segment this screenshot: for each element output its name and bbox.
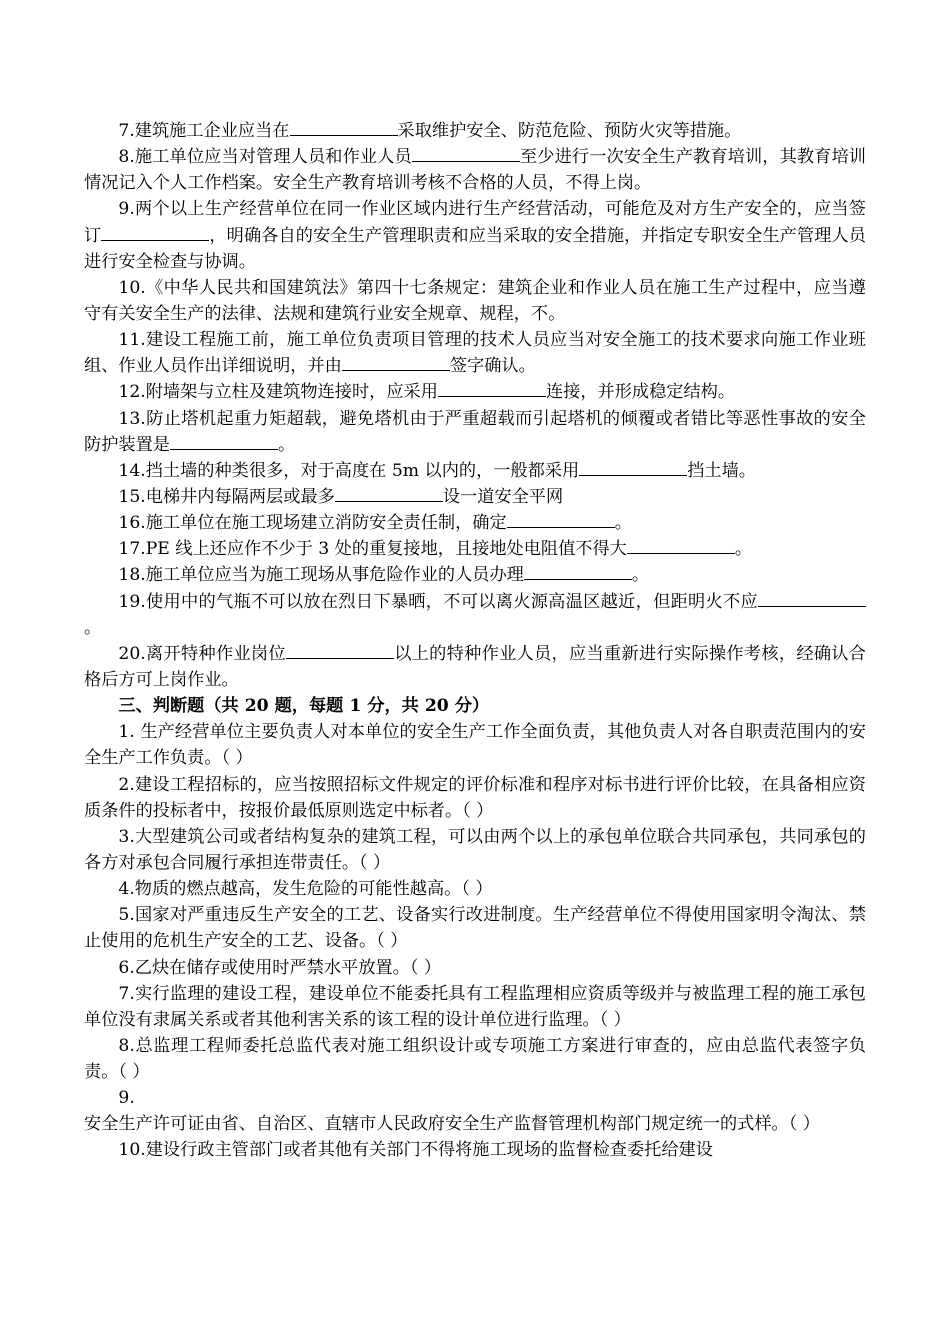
fill-blank-item-16 (84, 510, 866, 536)
fill-blank-item-17 (84, 536, 866, 562)
item-number: 8. (118, 147, 135, 168)
answer-blank[interactable] (101, 240, 209, 241)
true-false-item-10 (84, 1137, 866, 1163)
fill-blank-item-8 (84, 144, 866, 196)
fill-blank-item-13 (84, 406, 866, 458)
item-number: 7. (118, 983, 135, 1004)
answer-blank[interactable] (335, 501, 443, 502)
answer-blank[interactable] (170, 449, 278, 450)
item-text: 建设工程招标的，应当按照招标文件规定的评价标准和程序对标书进行评价比较，在具备相应资质条件的投标者中，按报价最低原则选定中标者。（ ） (84, 774, 866, 821)
item-number: 4. (118, 879, 135, 900)
item-text: 大型建筑公司或者结构复杂的建筑工程，可以由两个以上的承包单位联合共同承包，共同承包的各方对承包合同履行承担连带责任。（ ） (84, 826, 866, 873)
answer-blank[interactable] (290, 135, 398, 136)
answer-blank[interactable] (524, 579, 632, 580)
item-text-pre: PE 线上还应作不少于 3 处的重复接地，且接地处电阻值不得大 (145, 539, 627, 560)
item-number: 8. (118, 1035, 135, 1056)
item-text: 生产经营单位主要负责人对本单位的安全生产工作全面负责，其他负责人对各自职责范围内的安全生产工作负责。（ ） (84, 722, 866, 769)
item-text-pre: 建筑施工企业应当在 (134, 121, 290, 141)
true-false-item-7 (84, 981, 866, 1033)
item-text-pre: 建设工程施工前，施工单位负责项目管理的技术人员应当对安全施工的技术要求向施工作业班组、作业人员作出详细说明，并由 (84, 330, 866, 377)
item-text-post: 。 (277, 434, 296, 455)
item-number: 14. (118, 460, 146, 481)
answer-blank[interactable] (579, 475, 687, 476)
item-number: 18. (118, 565, 146, 586)
true-false-item-1 (84, 719, 866, 771)
answer-blank[interactable] (507, 527, 615, 528)
item-number: 15. (118, 486, 146, 507)
item-number: 20. (118, 643, 146, 664)
item-number: 6. (118, 957, 135, 978)
item-text: 乙炔在储存或使用时严禁水平放置。（ ） (134, 957, 442, 978)
item-text: 国家对严重违反生产安全的工艺、设备实行改进制度。生产经营单位不得使用国家明令淘汰、禁止使用的危机生产安全的工艺、设备。（ ） (84, 905, 866, 952)
item-number: 9. (118, 199, 135, 220)
item-number: 1. (118, 722, 135, 743)
fill-blank-item-19 (84, 589, 866, 641)
item-number: 2. (118, 774, 135, 795)
item-number: 11. (118, 330, 146, 351)
item-text-pre: 《中华人民共和国建筑法》第四十七条规定：建筑企业和作业人员在施工生产过程中，应当遵守有关安全生产的法律、法规和建筑行业安全规章、规程，不 (84, 277, 866, 324)
item-number: 16. (118, 513, 146, 534)
fill-blank-item-12 (84, 379, 866, 405)
true-false-item-3 (84, 824, 866, 876)
item-text: 物质的燃点越高，发生危险的可能性越高。（ ） (134, 879, 493, 900)
item-text-pre: 电梯井内每隔两层或最多 (145, 486, 335, 507)
item-text-post: 连接，并形成稳定结构。 (545, 382, 736, 403)
true-false-item-6 (84, 955, 866, 981)
item-text-pre: 离开特种作业岗位 (145, 643, 286, 664)
fill-blank-item-14 (84, 458, 866, 484)
fill-blank-item-7 (84, 118, 866, 144)
item-text-pre: 防止塔机起重力矩超载，避免塔机由于严重超载而引起塔机的倾覆或者错比等恶性事故的安全防护装置是 (84, 408, 866, 455)
item-number: 10. (118, 1140, 146, 1161)
item-number: 13. (118, 408, 146, 429)
fill-blank-item-11 (84, 327, 866, 379)
section-heading-true-false: 三、判断题（共 20 题，每题 1 分，共 20 分） (118, 696, 490, 717)
item-text: 总监理工程师委托总监代表对施工组织设计或专项施工方案进行审查的，应由总监代表签字负责。（ ） (84, 1035, 866, 1083)
item-text-post: 采取维护安全、防范危险、预防火灾等措施。 (397, 121, 742, 141)
item-number: 5. (118, 905, 135, 926)
item-text-pre: 挡土墙的种类很多，对于高度在 5m 以内的，一般都采用 (145, 460, 580, 481)
item-text-post: 。 (631, 565, 650, 586)
item-text-pre: 施工单位应当为施工现场从事危险作业的人员办理 (145, 565, 524, 586)
answer-blank[interactable] (627, 553, 735, 554)
true-false-item-2 (84, 772, 866, 824)
item-number: 19. (118, 591, 146, 612)
item-number: 9. (118, 1088, 135, 1109)
fill-blank-item-10 (84, 275, 866, 327)
fill-blank-item-20 (84, 641, 866, 693)
fill-blank-item-9 (84, 196, 866, 274)
item-text: 建设行政主管部门或者其他有关部门不得将施工现场的监督检查委托给建设 (145, 1140, 713, 1161)
answer-blank[interactable] (758, 606, 866, 607)
item-text-post: 签字确认。 (449, 356, 536, 377)
item-text-post: 挡土墙。 (687, 460, 756, 481)
item-number: 3. (118, 826, 135, 847)
item-text-post: 。 (84, 617, 102, 638)
item-text-post: 。 (548, 303, 566, 324)
item-number: 7. (118, 121, 135, 141)
item-text-pre: 两个以上生产经营单位在同一作业区域内进行生产经营活动，可能危及对方生产安全的，应当签订 (84, 199, 866, 246)
item-text-post: ，明确各自的安全生产管理职责和应当采取的安全措施，并指定专职安全生产管理人员进行安全检查与协调。 (84, 225, 866, 272)
true-false-item-5 (84, 902, 866, 954)
item-text-post: 以上的特种作业人员，应当重新进行实际操作考核，经确认合格后方可上岗作业。 (84, 643, 866, 690)
item-text: 安全生产许可证由省、自治区、直辖市人民政府安全生产监督管理机构部门规定统一的式样。（ ） (84, 1114, 820, 1135)
item-text-pre: 施工单位应当对管理人员和作业人员 (134, 147, 412, 168)
item-text-post: 。 (734, 539, 753, 560)
item-number: 17. (118, 539, 146, 560)
true-false-item-9 (84, 1085, 866, 1137)
answer-blank[interactable] (412, 161, 520, 162)
fill-blank-item-18 (84, 562, 866, 588)
document-body (84, 118, 866, 1164)
item-text-post: 设一道安全平网 (442, 486, 564, 507)
true-false-item-8 (84, 1033, 866, 1085)
item-text-pre: 附墙架与立柱及建筑物连接时，应采用 (145, 382, 438, 403)
item-number: 10. (118, 277, 146, 298)
fill-blank-item-15 (84, 484, 866, 510)
true-false-item-4 (84, 876, 866, 902)
answer-blank[interactable] (342, 370, 450, 371)
answer-blank[interactable] (286, 658, 394, 659)
item-text: 实行监理的建设工程，建设单位不能委托具有工程监理相应资质等级并与被监理工程的施工承包单位没有隶属关系或者其他利害关系的该工程的设计单位进行监理。（ ） (84, 983, 866, 1030)
item-text-pre: 施工单位在施工现场建立消防安全责任制，确定 (145, 513, 507, 534)
answer-blank[interactable] (438, 396, 546, 397)
item-text-post: 。 (614, 513, 632, 534)
item-number: 12. (118, 382, 146, 403)
item-text-pre: 使用中的气瓶不可以放在烈日下暴晒，不可以离火源高温区越近，但距明火不应 (145, 591, 758, 612)
item-text-post: 至少进行一次安全生产教育培训，其教育培训情况记入个人工作档案。安全生产教育培训考核不合格的人员，不得上岗。 (84, 147, 866, 194)
